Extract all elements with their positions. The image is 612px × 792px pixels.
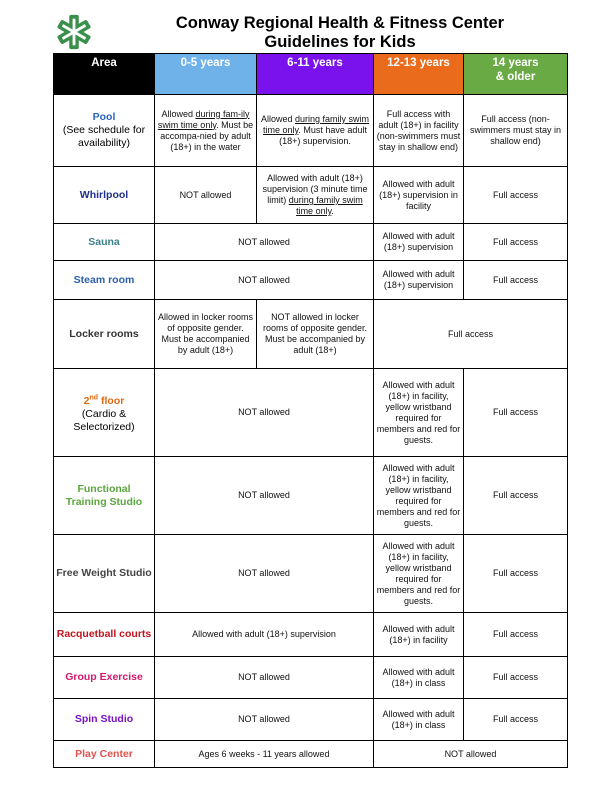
area-second-floor (54, 369, 155, 457)
steam-0-11: NOT allowed (155, 261, 374, 300)
table-row-second-floor (54, 369, 568, 457)
table-row-play-center (54, 741, 568, 768)
area-pool (54, 95, 155, 167)
racquetball-12-13: Allowed with adult (18+) in facility (374, 613, 464, 657)
guidelines-table (53, 53, 568, 768)
header-14-years: 14 years (492, 57, 539, 69)
area-steam-room: Steam room (54, 261, 155, 300)
header-and-older: & older (495, 71, 536, 83)
functional-12-13: Allowed with adult (18+) in facility, yellow wristband required for members and red for guests. (374, 457, 464, 535)
table-row-locker (54, 300, 568, 369)
area-pool-name: Pool (92, 111, 116, 123)
table-row-pool (54, 95, 568, 167)
functional-14-older: Full access (464, 457, 568, 535)
table-row-functional (54, 457, 568, 535)
spin-0-11: NOT allowed (155, 699, 374, 741)
page-title (140, 14, 540, 52)
second-floor-0-11: NOT allowed (155, 369, 374, 457)
steam-12-13: Allowed with adult (18+) supervision (374, 261, 464, 300)
title-line-1: Conway Regional Health & Fitness Center (175, 14, 505, 32)
free-weight-14-older: Full access (464, 535, 568, 613)
locker-12-older: Full access (374, 300, 568, 369)
free-weight-12-13: Allowed with adult (18+) in facility, yellow wristband required for members and red for guests. (374, 535, 464, 613)
table-row-sauna (54, 224, 568, 261)
sauna-0-11: NOT allowed (155, 224, 374, 261)
header-14-older (464, 54, 568, 95)
pool-12-13: Full access with adult (18+) in facility (non-swimmers must stay in shallow end) (374, 95, 464, 167)
table-row-steam (54, 261, 568, 300)
table-row-whirlpool (54, 167, 568, 224)
logo-icon (55, 13, 93, 51)
pool-14-older: Full access (non-swimmers must stay in shallow end) (464, 95, 568, 167)
group-exercise-0-11: NOT allowed (155, 657, 374, 699)
whirlpool-0-5: NOT allowed (155, 167, 257, 224)
whirlpool-6-11: Allowed with adult (18+) supervision (3 minute time limit) during family swim time only. (257, 167, 374, 224)
title-line-2: Guidelines for Kids (264, 33, 416, 51)
area-second-floor-sub: (Cardio & Selectorized) (73, 407, 135, 433)
header-6-11-years: 6-11 years (257, 54, 374, 95)
group-exercise-14-older: Full access (464, 657, 568, 699)
area-free-weight: Free Weight Studio (54, 535, 155, 613)
header-0-5-years: 0-5 years (155, 54, 257, 95)
sauna-14-older: Full access (464, 224, 568, 261)
racquetball-14-older: Full access (464, 613, 568, 657)
spin-12-13: Allowed with adult (18+) in class (374, 699, 464, 741)
area-second-floor-name: 2nd floor (83, 394, 125, 407)
header-area: Area (54, 54, 155, 95)
header-12-13-years: 12-13 years (374, 54, 464, 95)
whirlpool-14-older: Full access (464, 167, 568, 224)
area-sauna: Sauna (54, 224, 155, 261)
table-row-racquetball (54, 613, 568, 657)
area-spin-studio: Spin Studio (54, 699, 155, 741)
locker-0-5: Allowed in locker rooms of opposite gender. Must be accompanied by adult (18+) (155, 300, 257, 369)
racquetball-0-11: Allowed with adult (18+) supervision (155, 613, 374, 657)
group-exercise-12-13: Allowed with adult (18+) in class (374, 657, 464, 699)
area-group-exercise: Group Exercise (54, 657, 155, 699)
area-racquetball: Racquetball courts (54, 613, 155, 657)
spin-14-older: Full access (464, 699, 568, 741)
play-center-0-11: Ages 6 weeks - 11 years allowed (155, 741, 374, 768)
steam-14-older: Full access (464, 261, 568, 300)
second-floor-14-older: Full access (464, 369, 568, 457)
table-row-spin (54, 699, 568, 741)
area-locker-rooms: Locker rooms (54, 300, 155, 369)
area-whirlpool: Whirlpool (54, 167, 155, 224)
pool-6-11: Allowed during family swim time only. Must have adult (18+) supervision. (257, 95, 374, 167)
table-row-group-exercise (54, 657, 568, 699)
second-floor-12-13: Allowed with adult (18+) in facility, yellow wristband required for members and red for guests. (374, 369, 464, 457)
area-pool-sub: (See schedule for availability) (62, 124, 146, 149)
table-row-free-weight (54, 535, 568, 613)
play-center-12-older: NOT allowed (374, 741, 568, 768)
functional-0-11: NOT allowed (155, 457, 374, 535)
area-functional-training: Functional Training Studio (54, 457, 155, 535)
whirlpool-12-13: Allowed with adult (18+) supervision in facility (374, 167, 464, 224)
pool-0-5: Allowed during fam-ily swim time only. Must be accompa-nied by adult (18+) in the water (155, 95, 257, 167)
header-row (54, 54, 568, 95)
free-weight-0-11: NOT allowed (155, 535, 374, 613)
area-play-center: Play Center (54, 741, 155, 768)
locker-6-11: NOT allowed in locker rooms of opposite gender. Must be accompanied by adult (18+) (257, 300, 374, 369)
sauna-12-13: Allowed with adult (18+) supervision (374, 224, 464, 261)
